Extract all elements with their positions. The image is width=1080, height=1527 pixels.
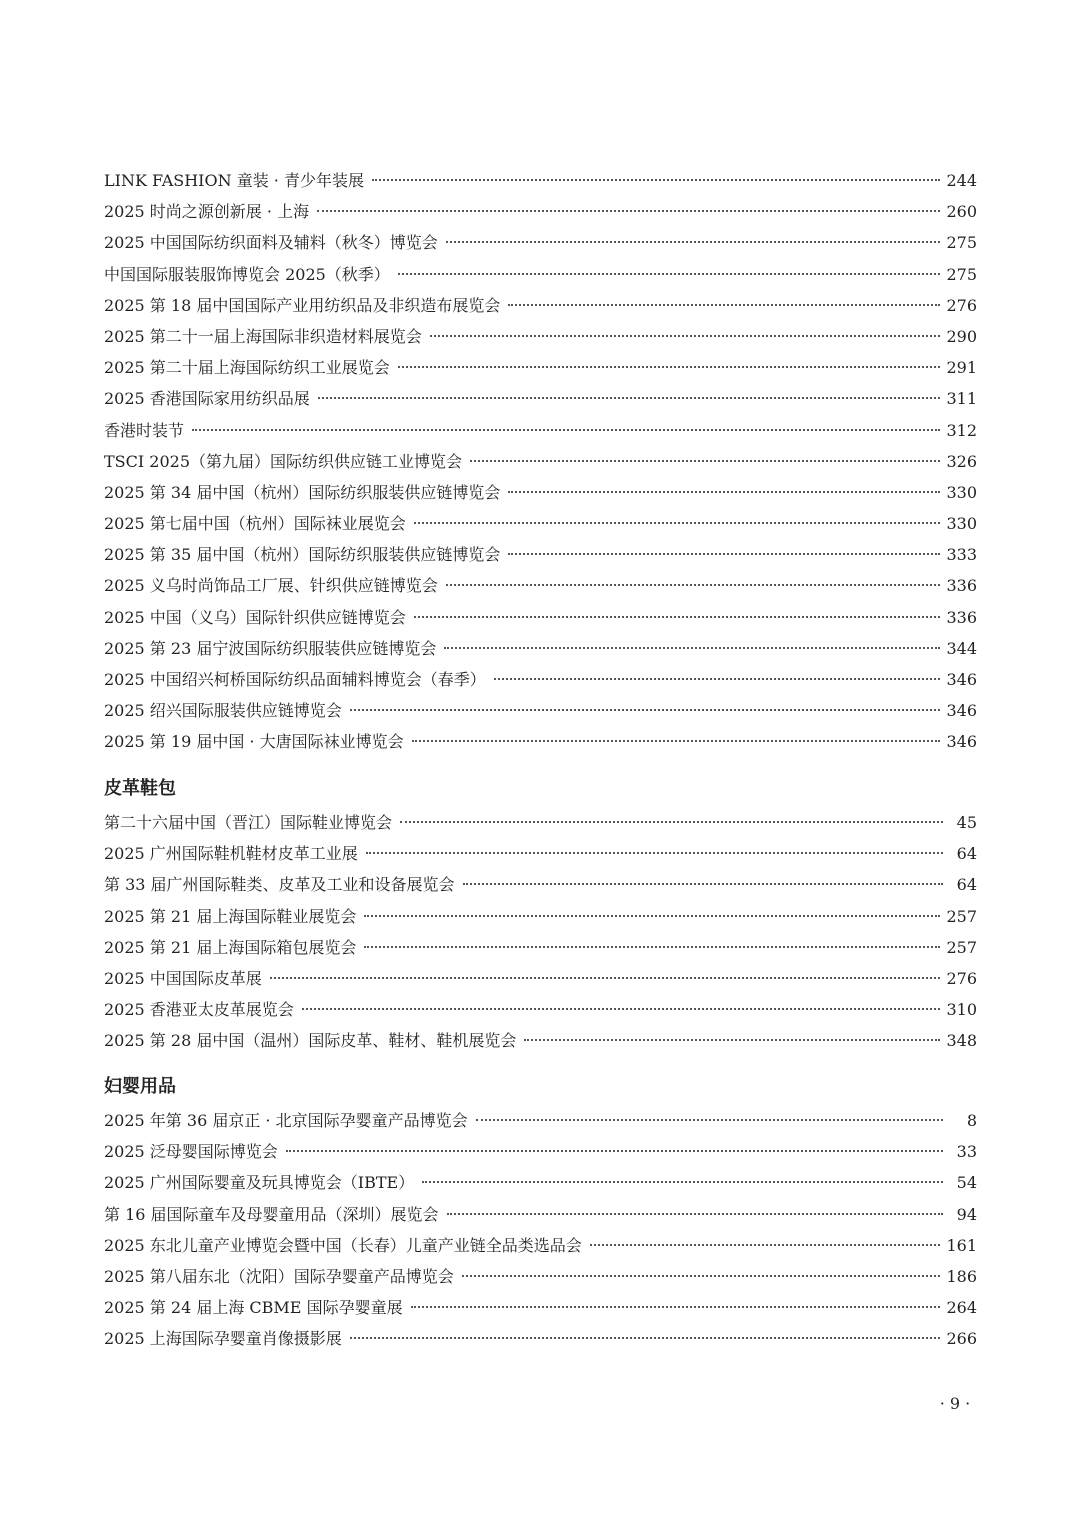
dot-leader [422, 1181, 943, 1183]
toc-entry-list [104, 165, 977, 758]
dot-leader [192, 429, 940, 431]
toc-entry-page: 260 [946, 202, 977, 222]
dot-leader [364, 915, 940, 917]
dot-leader [508, 553, 940, 555]
dot-leader [463, 883, 943, 885]
toc-entry-page: 330 [946, 514, 977, 534]
toc-entry[interactable] [104, 415, 977, 446]
toc-entry-title: 2025 香港亚太皮革展览会 [104, 1000, 294, 1020]
toc-entry-page: 291 [946, 358, 977, 378]
dot-leader [302, 1008, 941, 1010]
toc-section-maternal-baby [104, 1072, 977, 1355]
section-heading: 皮革鞋包 [104, 778, 176, 799]
dot-leader [372, 179, 941, 181]
toc-entry-title: 2025 第 28 届中国（温州）国际皮革、鞋材、鞋机展览会 [104, 1031, 517, 1051]
toc-entry[interactable] [104, 259, 977, 290]
toc-entry[interactable] [104, 807, 977, 838]
toc-entry[interactable] [104, 1167, 977, 1198]
toc-entry-title: 2025 第 18 届中国国际产业用纺织品及非织造布展览会 [104, 295, 501, 315]
page-number: · 9 · [939, 1394, 971, 1413]
dot-leader [508, 491, 940, 493]
toc-entry[interactable] [104, 932, 977, 963]
toc-entry-title: 中国国际服装服饰博览会 2025（秋季） [104, 264, 390, 284]
toc-entry[interactable] [104, 1292, 977, 1323]
toc-entry-page: 64 [956, 875, 977, 895]
toc-entry[interactable] [104, 383, 977, 414]
toc-entry-page: 330 [946, 482, 977, 502]
dot-leader [414, 616, 941, 618]
toc-entry-title: 2025 广州国际鞋机鞋材皮革工业展 [104, 844, 358, 864]
toc-section-leather [104, 774, 977, 1057]
toc-entry-title: 第 16 届国际童车及母婴童用品（深圳）展览会 [104, 1204, 439, 1224]
toc-entry-page: 64 [956, 844, 977, 864]
toc-section-textile [104, 165, 977, 758]
toc-entry[interactable] [104, 165, 977, 196]
toc-entry[interactable] [104, 1105, 977, 1136]
toc-entry-page: 161 [946, 1235, 977, 1255]
dot-leader [524, 1039, 940, 1041]
toc-entry[interactable] [104, 570, 977, 601]
toc-entry[interactable] [104, 321, 977, 352]
toc-entry-page: 336 [946, 607, 977, 627]
toc-entry[interactable] [104, 695, 977, 726]
toc-entry-page: 311 [946, 389, 977, 409]
toc-entry-page: 275 [946, 264, 977, 284]
dot-leader [400, 821, 943, 823]
toc-entry-page: 186 [946, 1266, 977, 1286]
dot-leader [350, 709, 941, 711]
toc-entry-page: 312 [946, 420, 977, 440]
toc-entry-page: 310 [946, 1000, 977, 1020]
toc-entry[interactable] [104, 1136, 977, 1167]
toc-entry-page: 346 [946, 670, 977, 689]
toc-entry-page: 275 [946, 233, 977, 253]
toc-entry-title: 2025 泛母婴国际博览会 [104, 1142, 278, 1162]
toc-entry-page: 276 [946, 295, 977, 315]
toc-entry-page: 45 [956, 813, 977, 832]
dot-leader [446, 584, 941, 586]
dot-leader [364, 946, 940, 948]
toc-entry-page: 346 [946, 701, 977, 721]
dot-leader [430, 335, 941, 337]
toc-entry-title: 2025 上海国际孕婴童肖像摄影展 [104, 1329, 342, 1349]
toc-entry[interactable] [104, 994, 977, 1025]
dot-leader [366, 852, 943, 854]
toc-entry-page: 257 [946, 937, 977, 957]
toc-entry-page: 276 [946, 968, 977, 988]
dot-leader [350, 1337, 941, 1339]
toc-entry[interactable] [104, 869, 977, 900]
toc-entry[interactable] [104, 1199, 977, 1230]
toc-entry-title: TSCI 2025（第九届）国际纺织供应链工业博览会 [104, 451, 463, 471]
dot-leader [398, 273, 941, 275]
toc-entry[interactable] [104, 963, 977, 994]
toc-entry-title: 2025 东北儿童产业博览会暨中国（长春）儿童产业链全品类选品会 [104, 1235, 582, 1255]
toc-entry-page: 346 [946, 732, 977, 752]
toc-entry-title: 2025 时尚之源创新展 · 上海 [104, 202, 310, 222]
dot-leader [476, 1119, 943, 1121]
toc-entry-title: 2025 广州国际婴童及玩具博览会（IBTE） [104, 1173, 415, 1193]
toc-entry[interactable] [104, 196, 977, 227]
toc-entry-title: 2025 第 34 届中国（杭州）国际纺织服装供应链博览会 [104, 482, 501, 502]
dot-leader [494, 678, 941, 680]
toc-entry-page: 94 [956, 1204, 977, 1224]
dot-leader [590, 1244, 941, 1246]
toc-entry[interactable] [104, 726, 977, 757]
toc-entry-title: 2025 香港国际家用纺织品展 [104, 389, 310, 409]
toc-entry[interactable] [104, 290, 977, 321]
toc-entry[interactable] [104, 352, 977, 383]
toc-entry-title: 2025 中国国际纺织面料及辅料（秋冬）博览会 [104, 233, 438, 253]
toc-entry[interactable] [104, 446, 977, 477]
dot-leader [411, 1306, 941, 1308]
toc-entry[interactable] [104, 1025, 977, 1056]
dot-leader [444, 647, 940, 649]
toc-entry-title: 2025 第八届东北（沈阳）国际孕婴童产品博览会 [104, 1266, 454, 1286]
toc-entry-title: 2025 中国绍兴柯桥国际纺织品面辅料博览会（春季） [104, 670, 486, 689]
toc-entry-title: 第二十六届中国（晋江）国际鞋业博览会 [104, 813, 393, 832]
toc-entry[interactable] [104, 901, 977, 932]
dot-leader [414, 522, 941, 524]
toc-entry-title: 香港时装节 [104, 420, 185, 440]
toc-entry-title: 2025 第二十届上海国际纺织工业展览会 [104, 358, 390, 378]
dot-leader [470, 460, 940, 462]
toc-entry-title: 2025 中国（义乌）国际针织供应链博览会 [104, 607, 406, 627]
toc-entry-page: 244 [946, 171, 977, 190]
toc-entry-page: 264 [946, 1298, 977, 1318]
toc-entry-page: 8 [966, 1111, 977, 1130]
toc-entry[interactable] [104, 1230, 977, 1261]
toc-entry-list [104, 807, 977, 1057]
toc-entry-title: 2025 第 21 届上海国际鞋业展览会 [104, 906, 357, 926]
toc-entry[interactable] [104, 1323, 977, 1354]
toc-entry[interactable] [104, 1261, 977, 1292]
toc-entry-title: 2025 绍兴国际服装供应链博览会 [104, 701, 342, 721]
toc-entry-page: 348 [946, 1031, 977, 1051]
toc-entry-title: 第 33 届广州国际鞋类、皮革及工业和设备展览会 [104, 875, 455, 895]
dot-leader [270, 977, 941, 979]
toc-entry[interactable] [104, 477, 977, 508]
toc-entry-page: 344 [946, 638, 977, 658]
toc-entry[interactable] [104, 664, 977, 695]
dot-leader [447, 1213, 943, 1215]
toc-entry-page: 290 [946, 326, 977, 346]
toc-entry[interactable] [104, 539, 977, 570]
toc-entry-title: 2025 第 35 届中国（杭州）国际纺织服装供应链博览会 [104, 545, 501, 565]
section-heading: 妇婴用品 [104, 1076, 176, 1097]
dot-leader [412, 740, 941, 742]
dot-leader [398, 366, 941, 368]
dot-leader [462, 1275, 941, 1277]
toc-entry[interactable] [104, 633, 977, 664]
toc-entry-page: 336 [946, 576, 977, 596]
toc-entry-title: 2025 第七届中国（杭州）国际袜业展览会 [104, 514, 406, 534]
toc-entry-page: 326 [946, 451, 977, 471]
dot-leader [317, 210, 940, 212]
toc-entry-page: 266 [946, 1329, 977, 1349]
toc-entry-page: 54 [956, 1173, 977, 1193]
toc-entry[interactable] [104, 508, 977, 539]
toc-entry-list [104, 1105, 977, 1355]
toc-entry-title: 2025 第 23 届宁波国际纺织服装供应链博览会 [104, 638, 437, 658]
toc-entry-page: 33 [956, 1142, 977, 1162]
toc-entry-title: 2025 义乌时尚饰品工厂展、针织供应链博览会 [104, 576, 438, 596]
toc-entry-page: 333 [946, 545, 977, 565]
dot-leader [508, 304, 940, 306]
toc-entry-title: 2025 第 24 届上海 CBME 国际孕婴童展 [104, 1298, 403, 1318]
toc-entry-title: 2025 第二十一届上海国际非织造材料展览会 [104, 326, 422, 346]
toc-entry[interactable] [104, 838, 977, 869]
toc-entry-title: LINK FASHION 童装 · 青少年装展 [104, 171, 364, 190]
dot-leader [446, 241, 941, 243]
toc-entry-title: 2025 中国国际皮革展 [104, 968, 262, 988]
toc-entry-page: 257 [946, 906, 977, 926]
toc-entry[interactable] [104, 227, 977, 258]
dot-leader [318, 397, 941, 399]
toc-entry-title: 2025 第 19 届中国 · 大唐国际袜业博览会 [104, 732, 404, 752]
toc-entry-title: 2025 年第 36 届京正 · 北京国际孕婴童产品博览会 [104, 1111, 468, 1130]
toc-entry-title: 2025 第 21 届上海国际箱包展览会 [104, 937, 357, 957]
toc-entry[interactable] [104, 602, 977, 633]
dot-leader [286, 1150, 943, 1152]
